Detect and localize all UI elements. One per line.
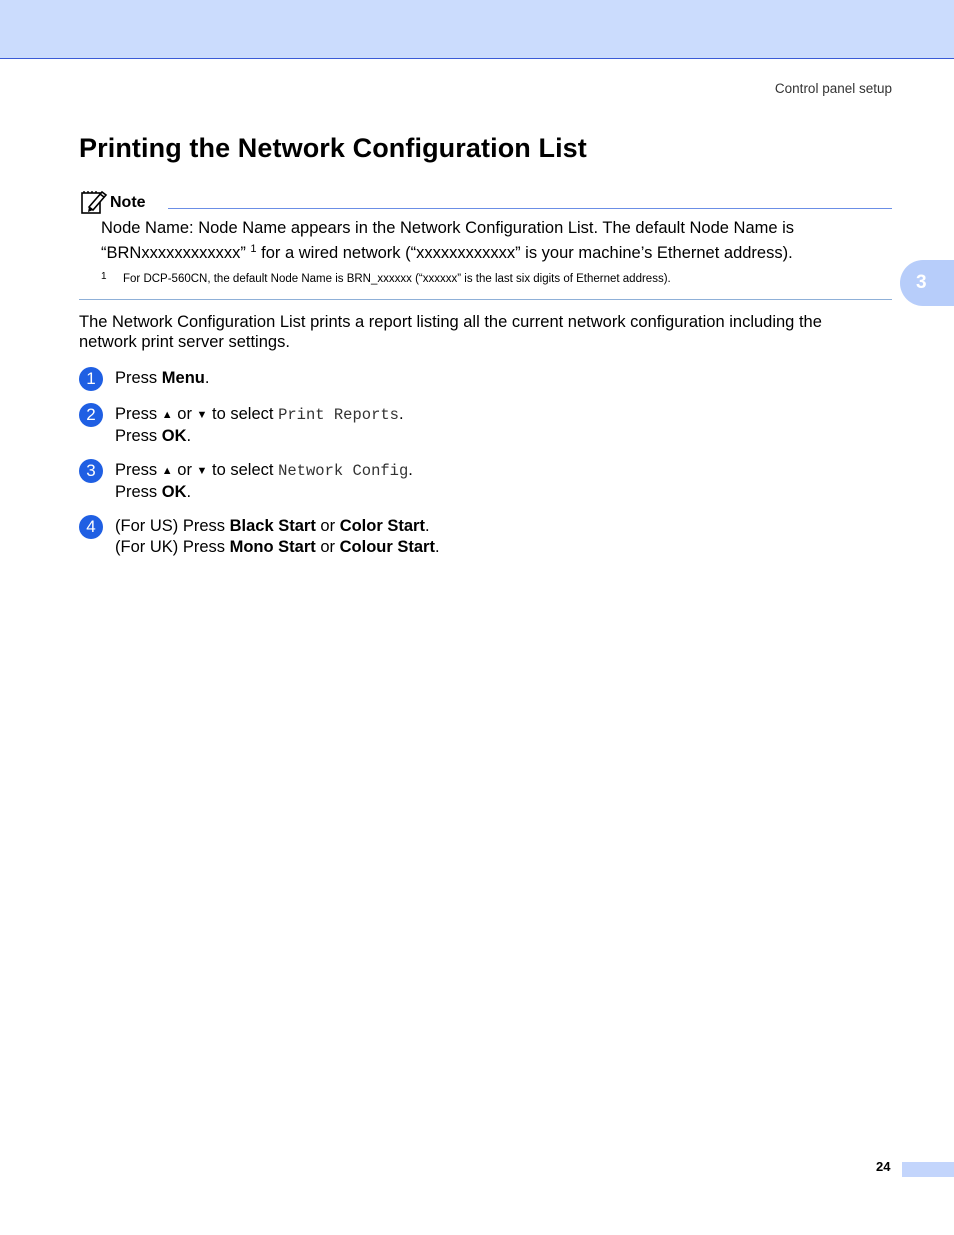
chapter-tab[interactable] (900, 260, 954, 306)
black-start-key: Black Start (229, 517, 316, 535)
intro-paragraph: The Network Configuration List prints a report listing all the current network configuration including the network print server settings. (79, 313, 822, 351)
note-header (80, 189, 892, 213)
footer-bar (902, 1162, 954, 1177)
ok-key: OK (161, 427, 187, 445)
note-end-divider (79, 299, 892, 300)
colour-start-key: Colour Start (339, 538, 435, 556)
note-pencil-icon (80, 189, 108, 215)
footnote-text: For DCP-560CN, the default Node Name is BRN_xxxxxx (“xxxxxx” is the last six digits of Ethernet address). (123, 273, 671, 285)
note-divider (168, 208, 892, 209)
step-number-badge: 1 (79, 367, 103, 391)
down-arrow-icon: ▼ (196, 409, 208, 421)
chapter-tab-number: 3 (916, 272, 927, 293)
up-arrow-icon: ▲ (161, 465, 173, 477)
menu-key: Menu (161, 369, 205, 387)
running-head: Control panel setup (774, 81, 892, 96)
footnote-number: 1 (101, 271, 107, 282)
ok-key: OK (161, 483, 187, 501)
note-line-1: Node Name: Node Name appears in the Network Configuration List. The default Node Name is (101, 219, 795, 237)
up-arrow-icon: ▲ (161, 409, 173, 421)
mono-start-key: Mono Start (229, 538, 316, 556)
note-line-2: “BRNxxxxxxxxxxxx” $^1$ for a wired network (“xxxxxxxxxxxx” is your machine’s Ethernet address). (101, 243, 793, 262)
header-band (0, 0, 954, 59)
step-number-badge: 3 (79, 459, 103, 483)
step-number-badge: 2 (79, 403, 103, 427)
note-label: Note (110, 194, 146, 211)
down-arrow-icon: ▼ (196, 465, 208, 477)
menu-option-network-config: Network Config (278, 462, 409, 480)
page-number: 24 (876, 1159, 891, 1174)
menu-option-print-reports: Print Reports (278, 406, 399, 424)
step-number-badge: 4 (79, 515, 103, 539)
color-start-key: Color Start (339, 517, 425, 535)
footnote-ref[interactable]: 1 (250, 243, 257, 255)
page-title: Printing the Network Configuration List (79, 133, 587, 163)
note-body (101, 216, 891, 266)
